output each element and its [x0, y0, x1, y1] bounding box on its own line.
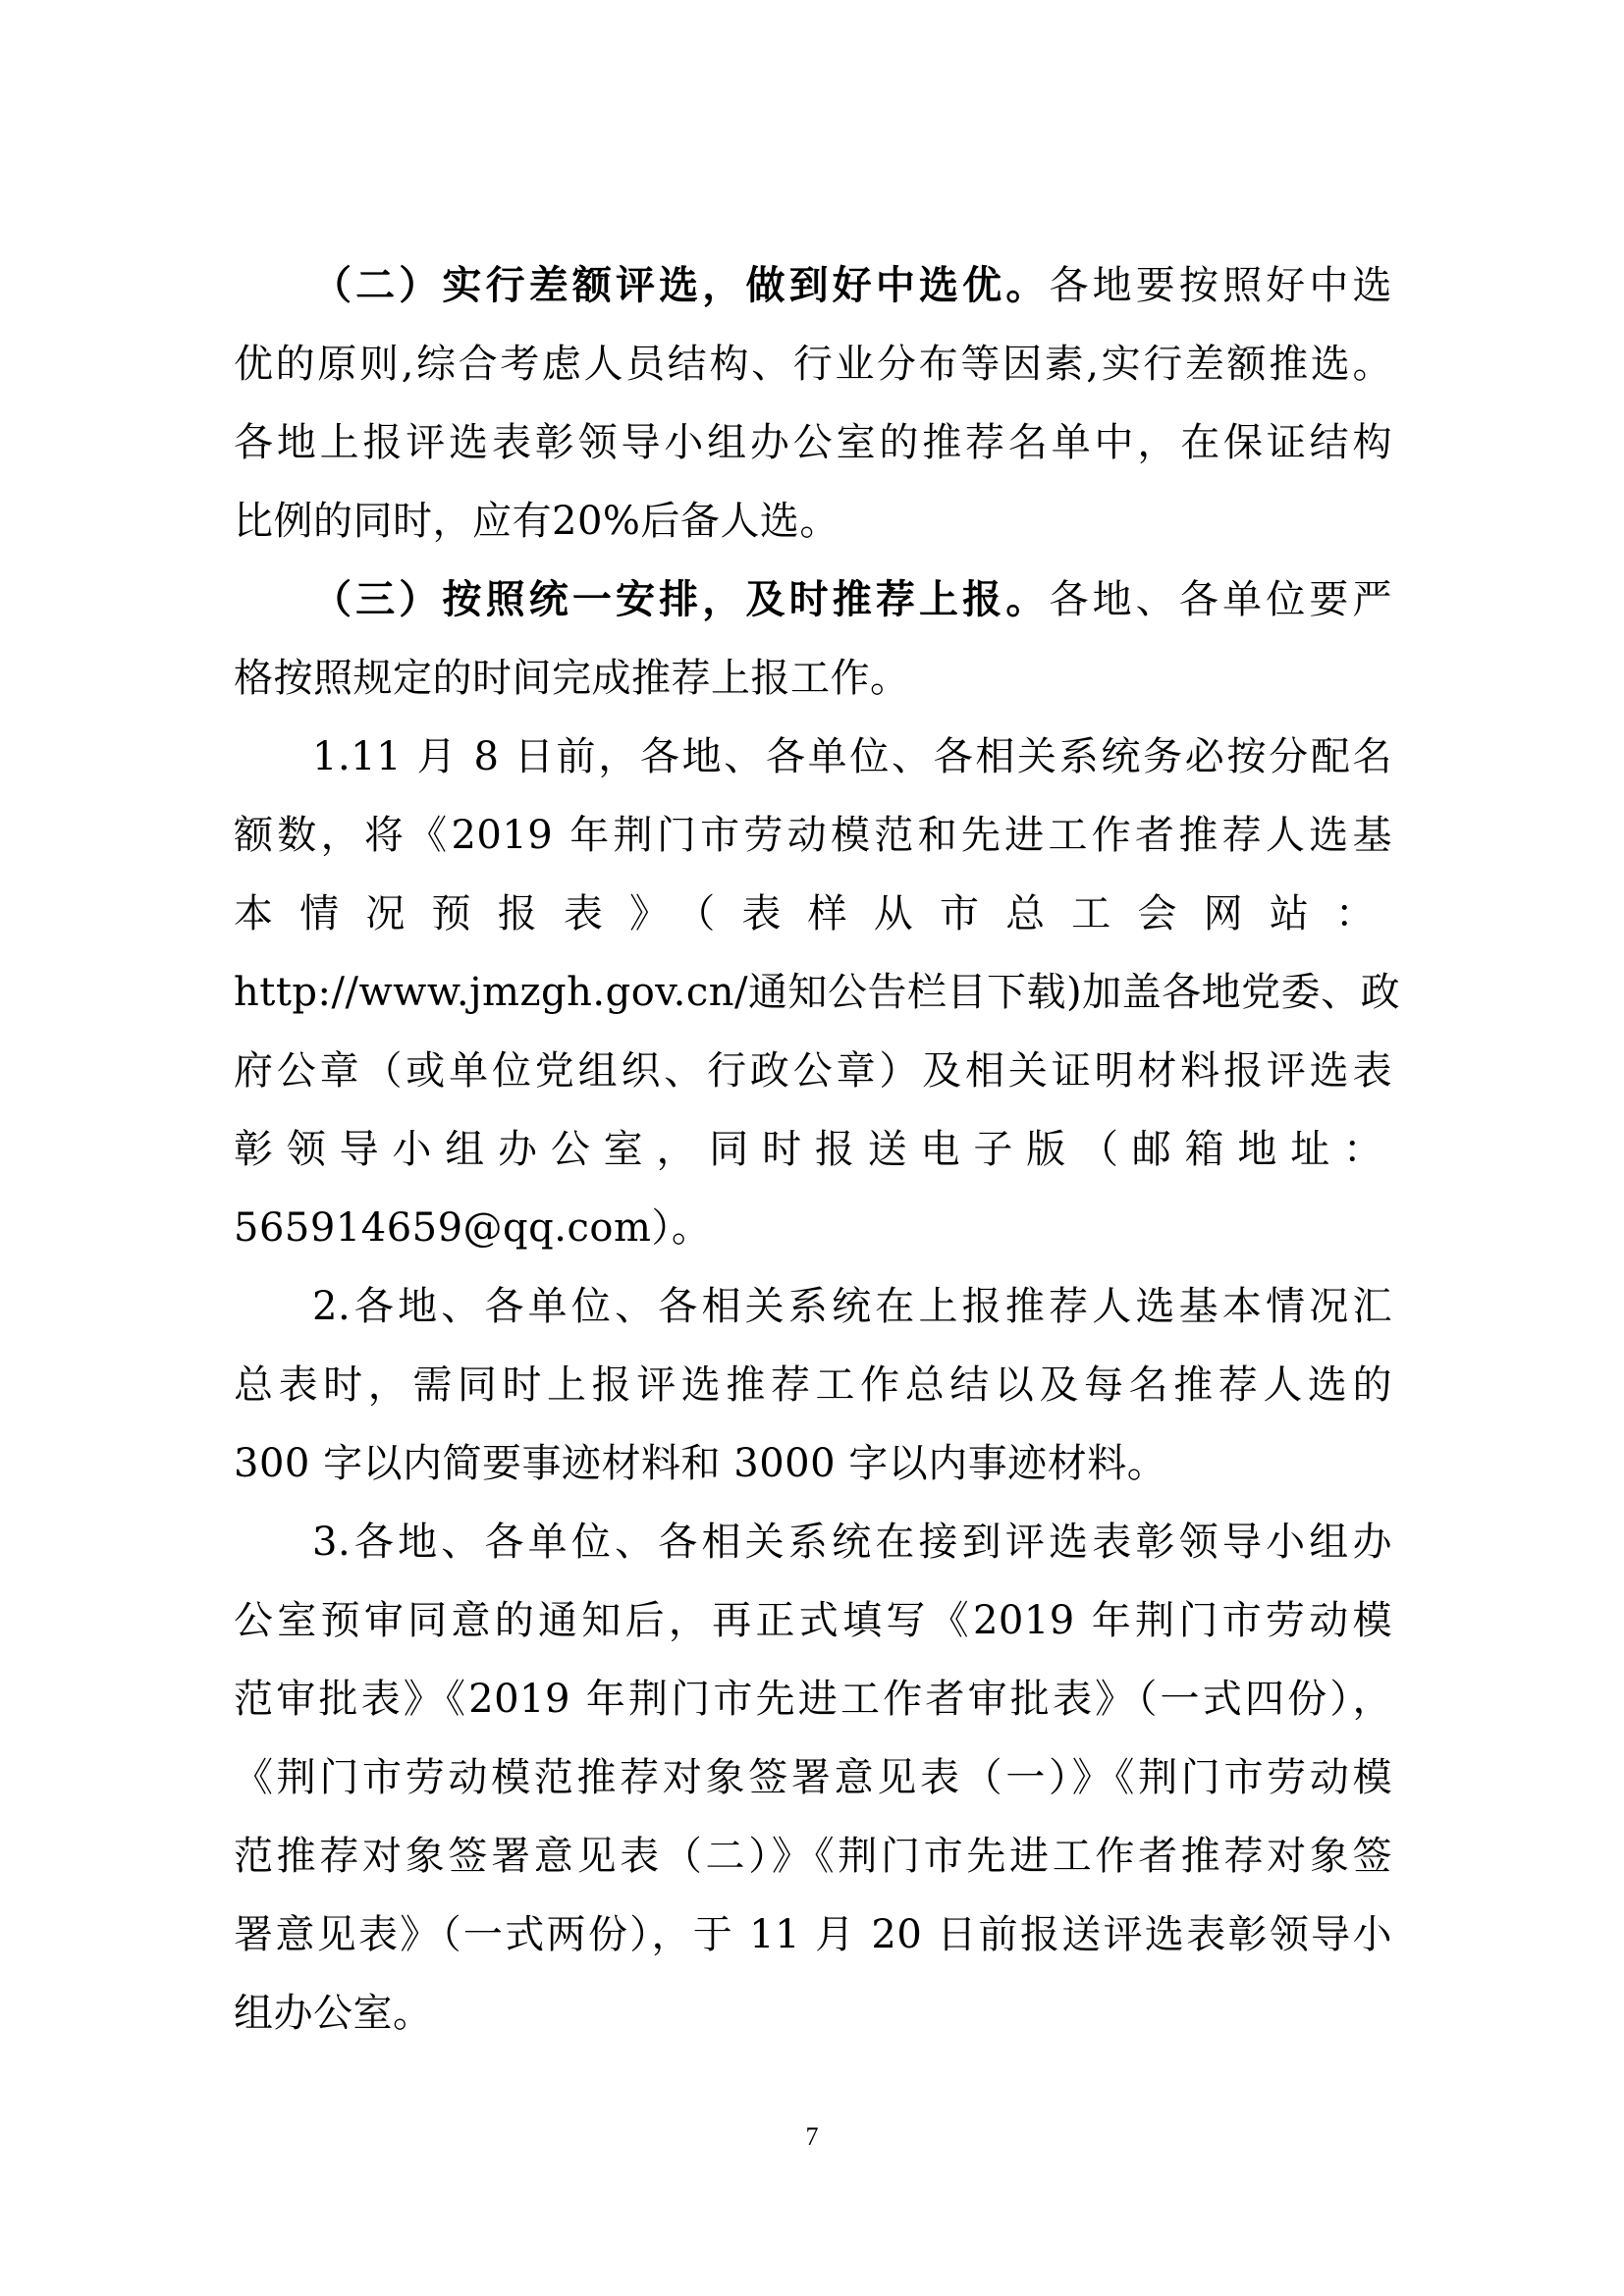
item-1-line-4: http://www.jmzgh.gov.cn/通知公告栏目下载)加盖各地党委、政 — [234, 970, 1401, 1015]
paragraph-2-line-2: 优的原则,综合考虑人员结构、行业分布等因素,实行差额推选。 — [234, 342, 1392, 387]
paragraph-2-line-3: 各地上报评选表彰领导小组办公室的推荐名单中，在保证结构 — [234, 420, 1392, 465]
item-1-line-6: 彰领导小组办公室，同时报送电子版（邮箱地址： — [234, 1127, 1392, 1172]
item-3-line-6: 署意见表》（一式两份），于 11 月 20 日前报送评选表彰领导小 — [234, 1912, 1392, 1957]
item-3-line-3: 范审批表》《2019 年荆门市先进工作者审批表》（一式四份）， — [234, 1677, 1392, 1722]
item-2-line-3: 300 字以内简要事迹材料和 3000 字以内事迹材料。 — [234, 1441, 1167, 1486]
item-1-line-7: 565914659@qq.com）。 — [234, 1205, 712, 1251]
item-3-line-7: 组办公室。 — [234, 1991, 433, 2036]
paragraph-3-line-1: （三）按照统一安排，及时推荐上报。各地、各单位要严 — [312, 576, 1393, 622]
item-3-line-2: 公室预审同意的通知后，再正式填写《2019 年荆门市劳动模 — [234, 1598, 1392, 1643]
item-2-line-1: 2.各地、各单位、各相关系统在上报推荐人选基本情况汇 — [312, 1284, 1392, 1329]
paragraph-2-line-4: 比例的同时，应有20%后备人选。 — [234, 499, 839, 544]
paragraph-2-line-1: （二）实行差额评选，做到好中选优。各地要按照好中选 — [312, 262, 1393, 308]
item-3-line-1: 3.各地、各单位、各相关系统在接到评选表彰领导小组办 — [312, 1520, 1392, 1565]
item-3-line-5: 范推荐对象签署意见表（二）》《荆门市先进工作者推荐对象签 — [234, 1834, 1392, 1879]
paragraph-3-line-2: 格按照规定的时间完成推荐上报工作。 — [234, 656, 910, 701]
page-number: 7 — [805, 2122, 819, 2151]
section-heading-2: （二）实行差额评选，做到好中选优。 — [312, 262, 1050, 308]
item-1-line-3: 本情况预报表》（表样从市总工会网站： — [234, 891, 1392, 936]
item-1-line-5: 府公章（或单位党组织、行政公章）及相关证明材料报评选表 — [234, 1048, 1392, 1094]
item-1-line-2: 额数，将《2019 年荆门市劳动模范和先进工作者推荐人选基 — [234, 813, 1392, 858]
item-1-line-1: 1.11 月 8 日前，各地、各单位、各相关系统务必按分配名 — [312, 734, 1392, 779]
item-2-line-2: 总表时，需同时上报评选推荐工作总结以及每名推荐人选的 — [234, 1362, 1392, 1408]
section-heading-3: （三）按照统一安排，及时推荐上报。 — [312, 576, 1050, 622]
item-3-line-4: 《荆门市劳动模范推荐对象签署意见表（一）》《荆门市劳动模 — [234, 1755, 1392, 1800]
